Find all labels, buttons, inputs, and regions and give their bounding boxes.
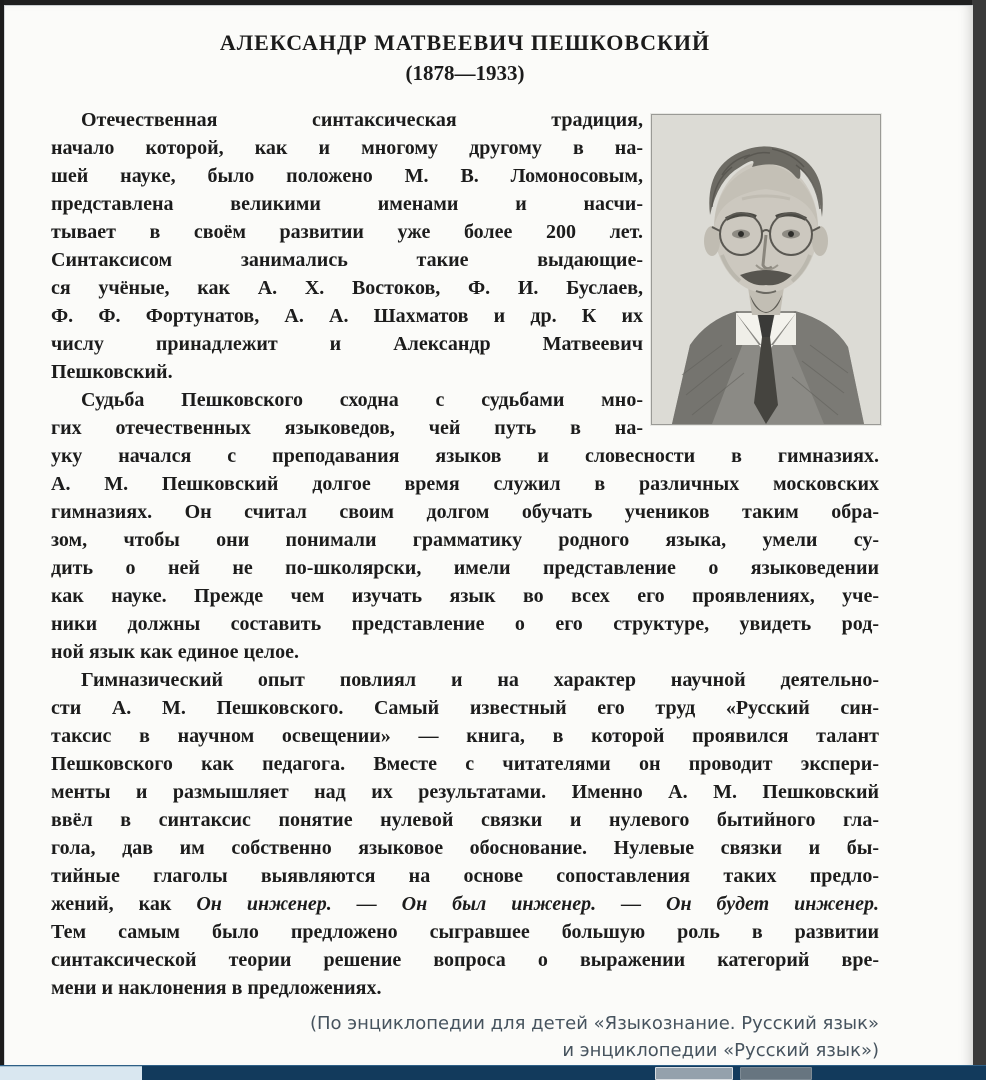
text-line	[51, 218, 643, 246]
text-segment: уку начался с преподавания языков и словесности в гимназиях.	[51, 445, 879, 467]
text-segment: менты и размышляет над их результатами. Именно А. М. Пешковский	[51, 781, 879, 803]
text-segment: гих отечественных языковедов, чей путь в на-	[51, 417, 643, 439]
text-line	[51, 498, 879, 526]
text-segment: Отечественная синтаксическая традиция,	[81, 109, 643, 131]
taskbar-button-1[interactable]	[655, 1067, 733, 1080]
text-segment: представлена великими именами и насчи-	[51, 193, 643, 215]
text-line	[51, 554, 879, 582]
text-line	[51, 302, 643, 330]
text-segment: шей науке, было положено М. В. Ломоносовым,	[51, 165, 643, 187]
text-line	[51, 330, 643, 358]
text-segment: Гимназический опыт повлиял и на характер научной деятельно-	[81, 669, 879, 691]
text-line	[51, 442, 879, 470]
right-dark-strip	[972, 0, 986, 1066]
text-line	[51, 386, 643, 414]
page-title: АЛЕКСАНДР МАТВЕЕВИЧ ПЕШКОВСКИЙ	[219, 30, 711, 55]
text-segment: ся учёные, как А. Х. Востоков, Ф. И. Буслаев,	[51, 277, 643, 299]
text-line	[51, 666, 879, 694]
text-line	[51, 162, 643, 190]
text-line	[51, 694, 879, 722]
text-line	[51, 918, 879, 946]
text-line	[51, 610, 879, 638]
italic-text-segment: Он инженер. — Он был инженер. — Он будет инженер.	[196, 893, 879, 915]
text-segment: синтаксической теории решение вопроса о выражении категорий вре-	[51, 949, 879, 971]
page-content	[51, 6, 879, 88]
text-line	[51, 274, 643, 302]
text-line	[51, 974, 879, 1002]
text-line	[51, 190, 643, 218]
taskbar-button-2[interactable]	[740, 1067, 812, 1080]
text-segment: ной язык как единое целое.	[51, 641, 299, 663]
text-segment: дить о ней не по-школярски, имели представление о языковедении	[51, 557, 879, 579]
taskbar	[0, 1065, 986, 1080]
document-page	[4, 5, 973, 1067]
text-segment: Ф. Ф. Фортунатов, А. А. Шахматов и др. К их	[51, 305, 643, 327]
body-text	[51, 106, 879, 1064]
text-segment: Пешковский.	[51, 361, 173, 383]
text-line	[51, 806, 879, 834]
taskbar-left-segment[interactable]	[0, 1066, 142, 1080]
text-segment: жений, как	[51, 893, 197, 915]
text-line	[51, 722, 879, 750]
narrow-text-column	[51, 106, 643, 442]
text-segment: Пешковского как педагога. Вместе с читателями он проводит экспери-	[51, 753, 879, 775]
text-segment: мени и наклонения в предложениях.	[51, 977, 382, 999]
text-line	[51, 834, 879, 862]
text-segment: зом, чтобы они понимали грамматику родного языка, умели су-	[51, 529, 879, 551]
full-text-column	[51, 442, 879, 1002]
text-line	[51, 778, 879, 806]
text-segment: сти А. М. Пешковского. Самый известный его труд «Русский син-	[51, 697, 879, 719]
attribution	[51, 1010, 879, 1064]
text-segment: ники должны составить представление о его структуре, увидеть род-	[51, 613, 879, 635]
text-line	[51, 638, 879, 666]
text-segment: как науке. Прежде чем изучать язык во всех его проявлениях, уче-	[51, 585, 879, 607]
text-segment: Синтаксисом занимались такие выдающие-	[51, 249, 643, 271]
page-subtitle: (1878—1933)	[405, 61, 525, 85]
text-segment: гимназиях. Он считал своим долгом обучать учеников таким обра-	[51, 501, 879, 523]
text-segment: Тем самым было предложено сыгравшее большую роль в развитии	[51, 921, 879, 943]
text-line	[51, 526, 879, 554]
text-segment: тийные глаголы выявляются на основе сопоставления таких предло-	[51, 865, 879, 887]
text-line	[51, 946, 879, 974]
text-segment: таксис в научном освещении» — книга, в которой проявился талант	[51, 725, 879, 747]
text-line	[51, 862, 879, 890]
text-line	[51, 470, 879, 498]
text-segment: ввёл в синтаксис понятие нулевой связки и нулевого бытийного гла-	[51, 809, 879, 831]
text-line	[51, 358, 643, 386]
text-line	[51, 414, 643, 442]
text-line	[51, 134, 643, 162]
text-line	[51, 582, 879, 610]
text-segment: тывает в своём развитии уже более 200 лет.	[51, 221, 643, 243]
attribution-line: и энциклопедии «Русский язык»)	[562, 1040, 879, 1061]
text-segment: гола, дав им собственно языковое обоснование. Нулевые связки и бы-	[51, 837, 879, 859]
attribution-line: (По энциклопедии для детей «Языкознание. Русский язык»	[309, 1013, 879, 1034]
text-line	[51, 246, 643, 274]
text-segment: начало которой, как и многому другому в на-	[51, 137, 643, 159]
text-segment: числу принадлежит и Александр Матвеевич	[51, 333, 643, 355]
text-segment: Судьба Пешковского сходна с судьбами мно-	[81, 389, 643, 411]
text-line	[51, 750, 879, 778]
text-line	[51, 890, 879, 918]
text-segment: А. М. Пешковский долгое время служил в различных московских	[51, 473, 879, 495]
text-line	[51, 106, 643, 134]
